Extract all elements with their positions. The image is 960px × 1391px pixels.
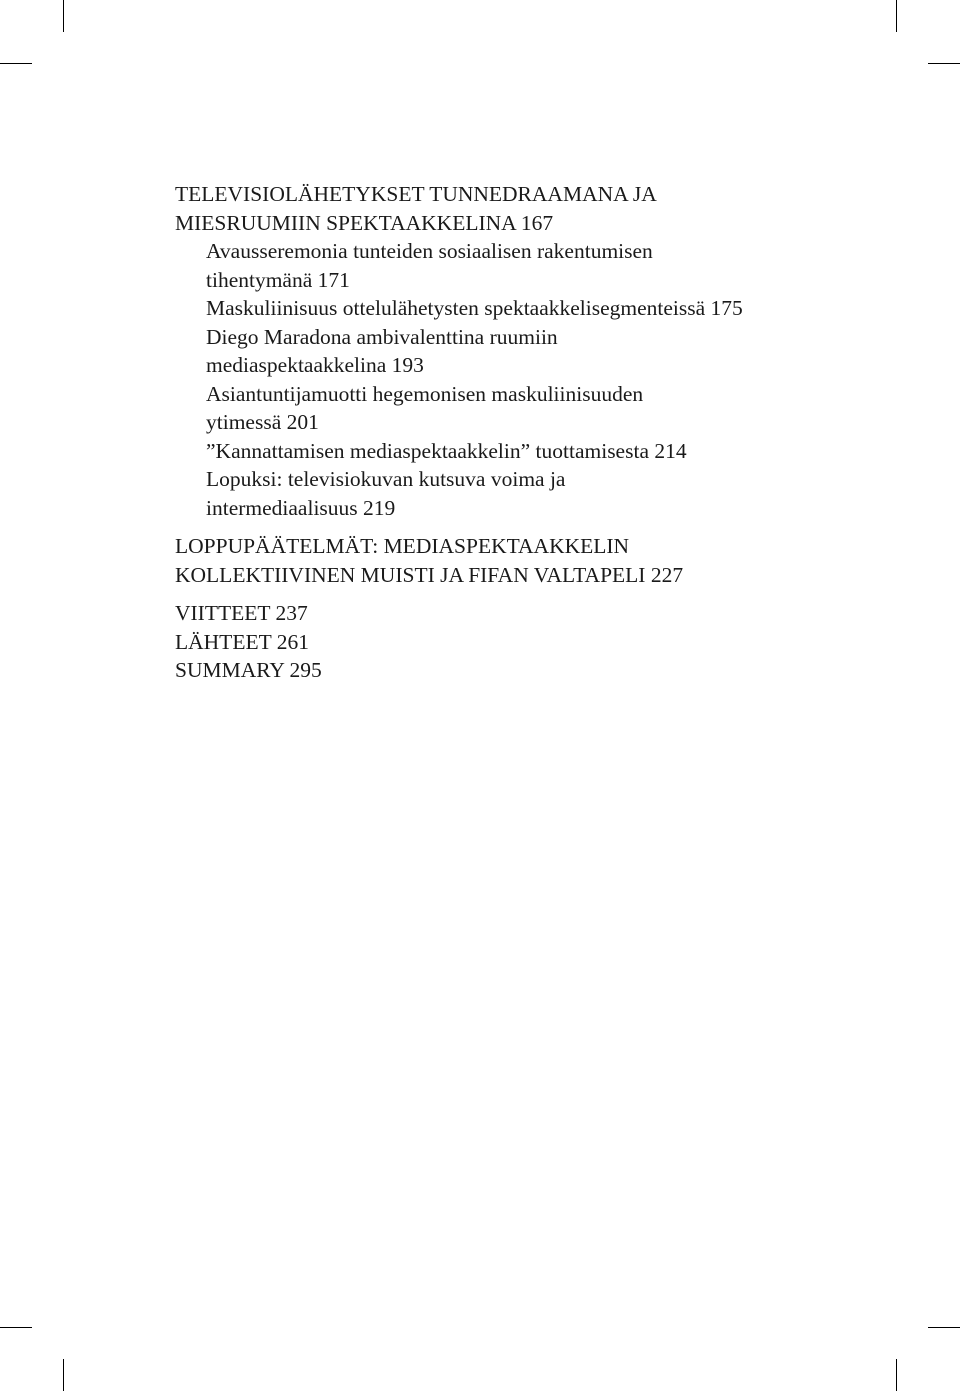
toc-section-entry: Diego Maradona ambivalenttina ruumiin <box>206 324 558 349</box>
crop-mark-top-left-vertical <box>63 0 64 32</box>
crop-mark-bottom-right-horizontal <box>928 1327 960 1328</box>
toc-section-entry: Lopuksi: televisiokuvan kutsuva voima ja <box>206 467 566 491</box>
crop-mark-bottom-left-vertical <box>63 1359 64 1391</box>
toc-section-entry: mediaspektaakkelina 193 <box>206 353 424 377</box>
toc-back-matter-entry: SUMMARY 295 <box>175 658 322 682</box>
toc-section-entry: ytimessä 201 <box>206 410 319 434</box>
toc-chapter-heading: KOLLEKTIIVINEN MUISTI JA FIFAN VALTAPELI 227 <box>175 562 684 587</box>
crop-mark-bottom-left-horizontal <box>0 1327 32 1328</box>
crop-mark-bottom-right-vertical <box>896 1359 897 1391</box>
toc-section-entry: Maskuliinisuus ottelulähetysten spektaakkelisegmenteissä 175 <box>206 296 743 320</box>
toc-back-matter-entry: VIITTEET 237 <box>175 601 308 625</box>
toc-section-entry: Asiantuntijamuotti hegemonisen maskuliinisuuden <box>206 381 644 406</box>
toc-section-entry: intermediaalisuus 219 <box>206 495 396 520</box>
crop-mark-top-left-horizontal <box>0 63 32 64</box>
crop-mark-top-right-vertical <box>896 0 897 32</box>
toc-section-entry: Avausseremonia tunteiden sosiaalisen rakentumisen <box>206 239 653 263</box>
toc-back-matter-entry: LÄHTEET 261 <box>175 629 309 654</box>
crop-mark-top-right-horizontal <box>928 63 960 64</box>
table-of-contents <box>175 180 875 685</box>
toc-section-entry: tihentymänä 171 <box>206 267 350 292</box>
toc-section-entry: ”Kannattamisen mediaspektaakkelin” tuottamisesta 214 <box>206 438 687 463</box>
toc-chapter-heading: MIESRUUMIIN SPEKTAAKKELINA 167 <box>175 210 554 235</box>
toc-chapter-heading: LOPPUPÄÄTELMÄT: MEDIASPEKTAAKKELIN <box>175 534 630 558</box>
toc-chapter-heading: TELEVISIOLÄHETYKSET TUNNEDRAAMANA JA <box>175 182 657 206</box>
